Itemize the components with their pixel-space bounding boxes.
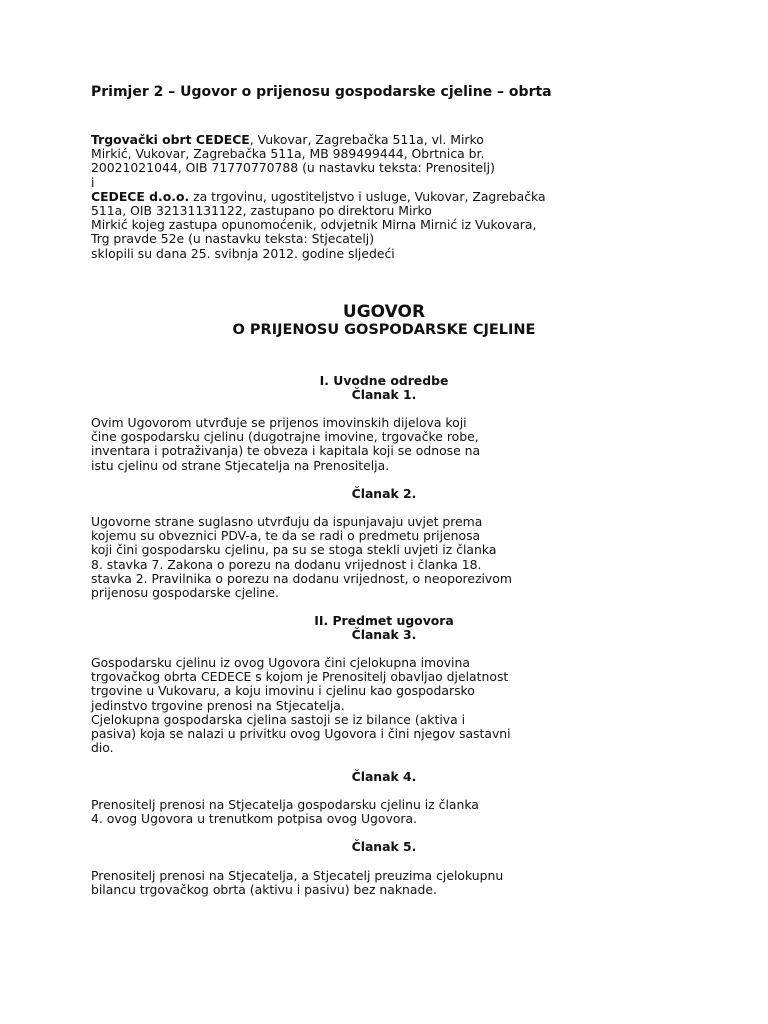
article-3-line: trgovačkog obrta CEDECE s kojom je Prenositelj obavljao djelatnost <box>91 669 509 685</box>
article-2-line: koji čini gospodarsku cjelinu, pa su se stoga stekli uvjeti iz članka <box>91 542 497 558</box>
article-5-line: bilancu trgovačkog obrta (aktivu i pasivu) bez naknade. <box>91 882 437 898</box>
article-4-line: Prenositelj prenosi na Stjecatelja gospodarsku cjelinu iz članka <box>91 797 479 812</box>
article-2-line: 8. stavka 7. Zakona o porezu na dodanu vrijednost i članka 18. <box>91 556 482 572</box>
article-2-line: kojemu su obveznici PDV-a, te da se radi o predmetu prijenosa <box>91 528 481 544</box>
article-3-line: dio. <box>91 740 114 756</box>
section-1-title: I. Uvodne odredbe <box>319 373 449 388</box>
article-2-line: Ugovorne strane suglasno utvrđuju da ispunjavaju uvjet prema <box>91 514 483 529</box>
article-3-line: Cjelokupna gospodarska cjelina sastoji se iz bilance (aktiva i <box>91 711 466 727</box>
section-2-title: II. Predmet ugovora <box>314 613 454 628</box>
article-3-body <box>91 656 591 755</box>
party-2-description: za trgovinu, ugostiteljstvo i usluge, Vukovar, Zagrebačka <box>189 188 546 204</box>
article-1-line: istu cjelinu od strane Stjecatelja na Prenositelja. <box>91 457 390 473</box>
article-5-line: Prenositelj prenosi na Stjecatelja, a Stjecatelj preuzima cjelokupnu <box>91 868 504 883</box>
party-1-address: , Vukovar, Zagrebačka 511a, vl. Mirko <box>249 132 484 147</box>
article-1-line: čine gospodarsku cjelinu (dugotrajne imovine, trgovačke robe, <box>91 429 479 445</box>
contract-subtitle: O PRIJENOSU GOSPODARSKE CJELINE <box>232 322 536 338</box>
parties-block <box>91 133 591 261</box>
parties-line-2: Mirkić, Vukovar, Zagrebačka 511a, MB 989499444, Obrtnica br. <box>91 146 485 162</box>
parties-line-5 <box>91 190 591 204</box>
article-1-line: inventara i potraživanja) te obveza i kapitala koji se odnose na <box>91 443 481 459</box>
article-4-title: Članak 4. <box>351 769 417 784</box>
party-1-name: Trgovački obrt CEDECE <box>91 132 250 147</box>
article-1-title: Članak 1. <box>351 387 417 402</box>
party-2-name: CEDECE d.o.o. <box>91 188 190 204</box>
article-3-line: trgovine u Vukovaru, a koju imovinu i cjelinu kao gospodarsko <box>91 683 475 699</box>
parties-line-9: sklopili su dana 25. svibnja 2012. godine sljedeći <box>91 245 395 261</box>
article-2-line: stavka 2. Pravilnika o porezu na dodanu vrijednost, o neoporezivom <box>91 570 512 586</box>
parties-line-8: Trg pravde 52e (u nastavku teksta: Stjecatelj) <box>91 231 375 247</box>
document-heading: Primjer 2 – Ugovor o prijenosu gospodarske cjeline – obrta <box>91 84 552 100</box>
article-4-body <box>91 798 591 826</box>
article-1-line: Ovim Ugovorom utvrđuje se prijenos imovinskih dijelova koji <box>91 415 467 430</box>
article-5-body <box>91 869 591 897</box>
article-3-line: Gospodarsku cjelinu iz ovog Ugovora čini cjelokupna imovina <box>91 655 470 670</box>
article-1-body <box>91 416 591 473</box>
article-2-body <box>91 515 591 600</box>
parties-line-6: 511a, OIB 32131131122, zastupano po direktoru Mirko <box>91 202 432 218</box>
parties-line-1 <box>91 133 591 147</box>
article-3-line: pasiva) koja se nalazi u privitku ovog Ugovora i čini njegov sastavni <box>91 725 511 741</box>
parties-line-7: Mirkić kojeg zastupa opunomoćenik, odvjetnik Mirna Mirnić iz Vukovara, <box>91 217 537 233</box>
article-3-title: Članak 3. <box>351 627 417 642</box>
contract-title: UGOVOR <box>342 302 426 322</box>
article-5-title: Članak 5. <box>351 839 417 854</box>
article-2-line: prijenosu gospodarske cjeline. <box>91 584 279 600</box>
parties-line-3: 20021021044, OIB 71770770788 (u nastavku teksta: Prenositelj) <box>91 160 495 176</box>
parties-line-4: i <box>91 174 95 190</box>
article-3-line: jedinstvo trgovine prenosi na Stjecatelja. <box>91 697 345 713</box>
article-4-line: 4. ovog Ugovora u trenutkom potpisa ovog Ugovora. <box>91 811 418 827</box>
article-2-title: Članak 2. <box>351 486 417 501</box>
